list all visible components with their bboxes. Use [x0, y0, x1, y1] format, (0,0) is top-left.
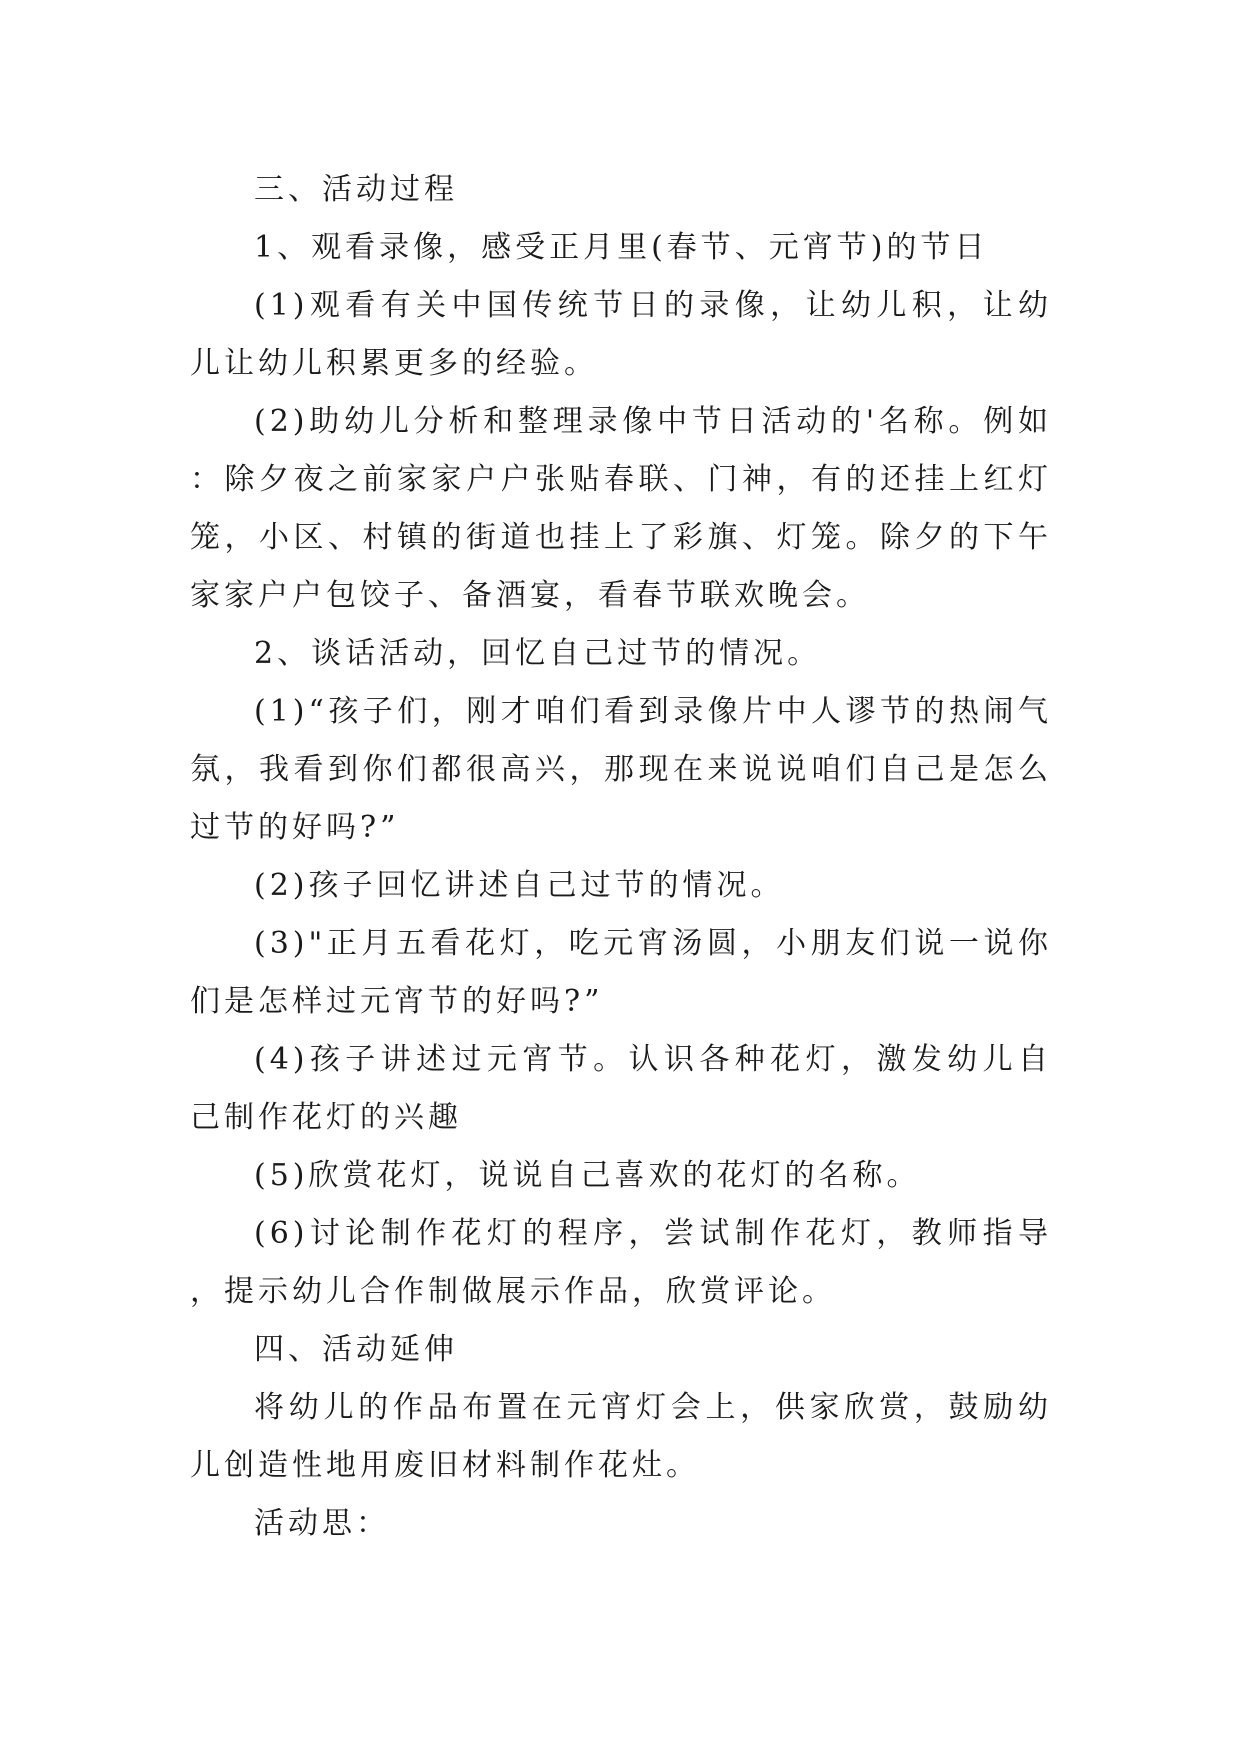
- section-heading-activity-process: 三、活动过程: [254, 172, 458, 207]
- paragraph-1-1: (1)观看有关中国传统节日的录像，让幼儿积，让幼儿让幼儿积累更多的经验。: [190, 288, 1052, 381]
- paragraph-2-4: (4)孩子讲述过元宵节。认识各种花灯，激发幼儿自己制作花灯的兴趣: [190, 1042, 1052, 1135]
- document-body: [190, 161, 1052, 1553]
- paragraph-1-2: (2)助幼儿分析和整理录像中节日活动的'名称。例如：除夕夜之前家家户户张贴春联、门神，有的还挂上红灯笼，小区、村镇的街道也挂上了彩旗、灯笼。除夕的下午家家户户包饺子、备酒宴，看春节联欢晚会。: [190, 404, 1052, 613]
- paragraph-2-6: (6)讨论制作花灯的程序，尝试制作花灯，教师指导，提示幼儿合作制做展示作品，欣赏评论。: [190, 1216, 1052, 1309]
- step-2-heading: 2、谈话活动，回忆自己过节的情况。: [254, 636, 822, 671]
- paragraph-2-3: (3)"正月五看花灯，吃元宵汤圆，小朋友们说一说你们是怎样过元宵节的好吗?”: [190, 926, 1052, 1019]
- paragraph-2-1: (1)“孩子们，刚才咱们看到录像片中人谬节的热闹气氛，我看到你们都很高兴，那现在来说说咱们自己是怎么过节的好吗?”: [190, 694, 1052, 845]
- activity-reflection-heading: 活动思：: [254, 1506, 390, 1541]
- section-heading-activity-extension: 四、活动延伸: [254, 1332, 458, 1367]
- step-1-heading: 1、观看录像，感受正月里(春节、元宵节)的节日: [254, 230, 989, 265]
- paragraph-2-2: (2)孩子回忆讲述自己过节的情况。: [254, 868, 785, 903]
- paragraph-2-5: (5)欣赏花灯，说说自己喜欢的花灯的名称。: [254, 1158, 921, 1193]
- paragraph-extension: 将幼儿的作品布置在元宵灯会上，供家欣赏，鼓励幼儿创造性地用废旧材料制作花灶。: [190, 1390, 1052, 1483]
